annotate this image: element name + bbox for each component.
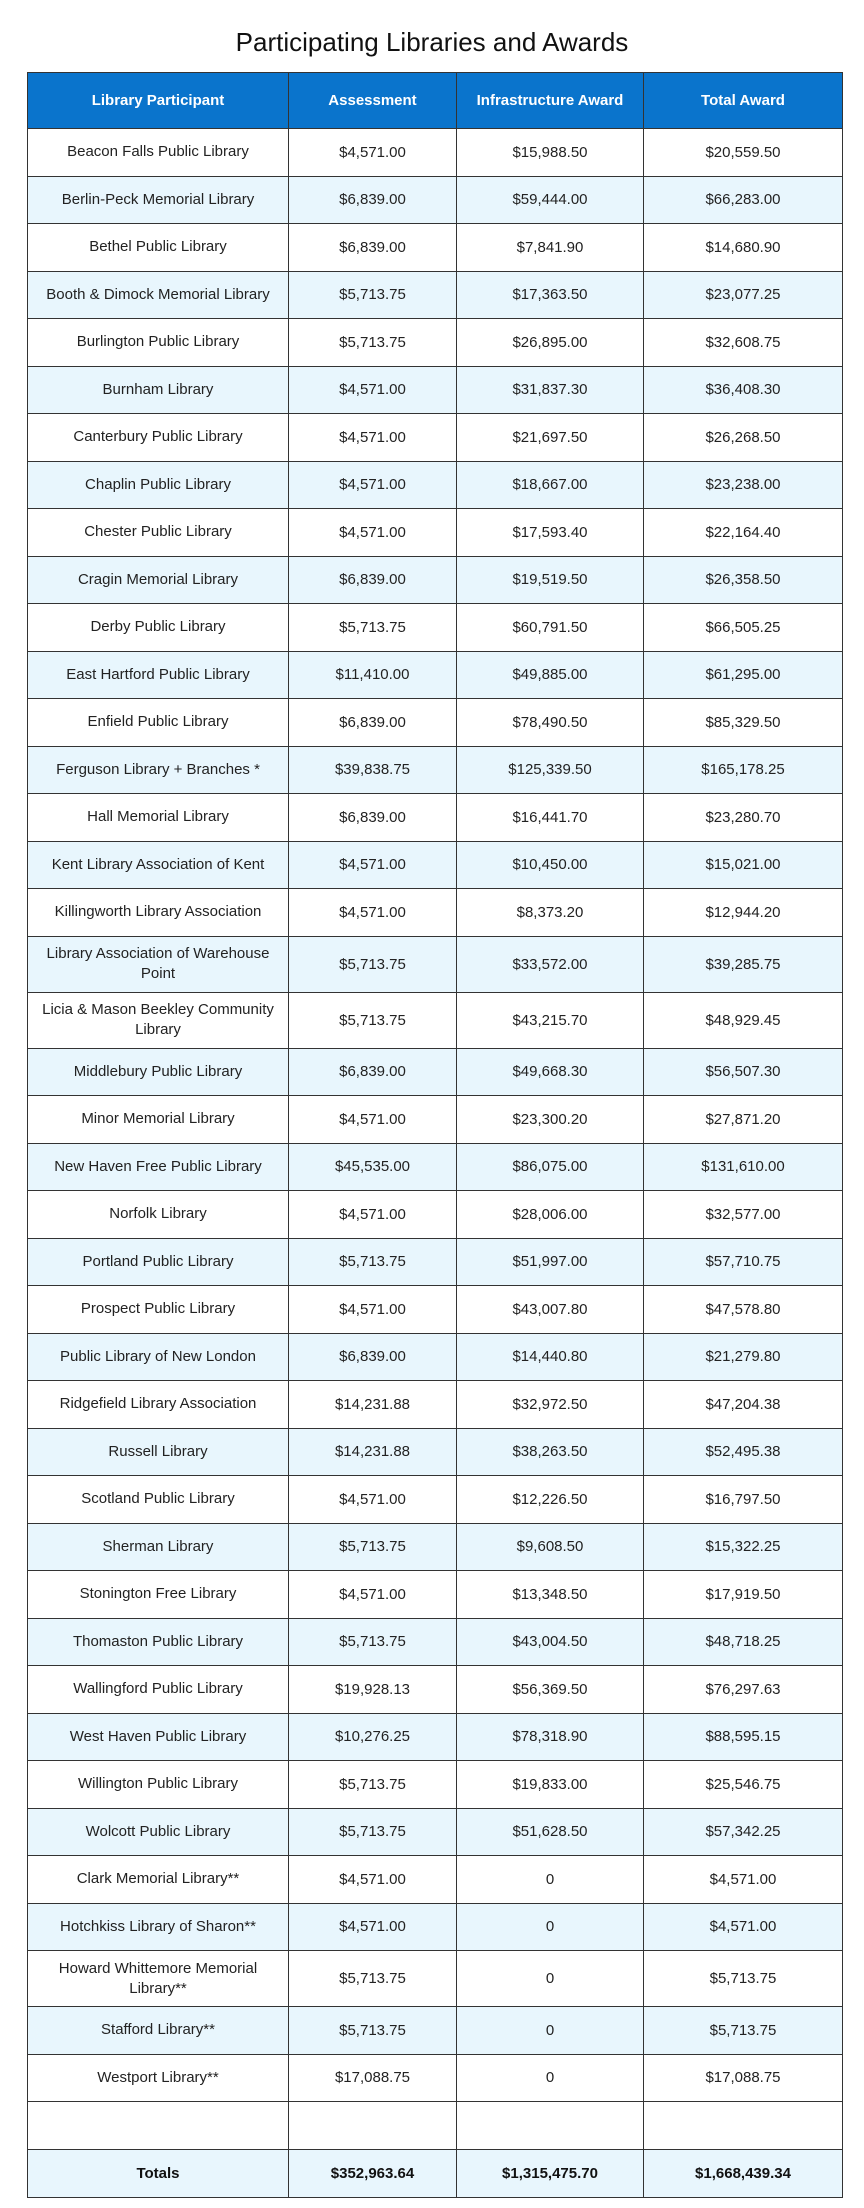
cell-assessment: $39,838.75 (289, 746, 457, 794)
cell-assessment: $5,713.75 (289, 271, 457, 319)
cell-total-award: $66,505.25 (644, 604, 843, 652)
table-row (28, 1238, 843, 1286)
cell-infrastructure-award: $56,369.50 (457, 1666, 644, 1714)
table-row (28, 1856, 843, 1904)
cell-total-award: $22,164.40 (644, 509, 843, 557)
cell-total-award: $52,495.38 (644, 1428, 843, 1476)
cell-library-participant: Beacon Falls Public Library (28, 129, 289, 177)
table-row (28, 366, 843, 414)
cell-total-award: $23,077.25 (644, 271, 843, 319)
cell-infrastructure-award: $125,339.50 (457, 746, 644, 794)
blank-cell (457, 2102, 644, 2150)
cell-infrastructure-award: $12,226.50 (457, 1476, 644, 1524)
cell-infrastructure-award: $21,697.50 (457, 414, 644, 462)
cell-assessment: $4,571.00 (289, 414, 457, 462)
cell-library-participant: Scotland Public Library (28, 1476, 289, 1524)
cell-assessment: $19,928.13 (289, 1666, 457, 1714)
table-row (28, 319, 843, 367)
table-row (28, 1143, 843, 1191)
cell-assessment: $5,713.75 (289, 1808, 457, 1856)
cell-total-award: $25,546.75 (644, 1761, 843, 1809)
table-row (28, 1523, 843, 1571)
cell-total-award: $48,929.45 (644, 992, 843, 1048)
cell-total-award: $47,204.38 (644, 1381, 843, 1429)
cell-assessment: $6,839.00 (289, 556, 457, 604)
cell-total-award: $26,268.50 (644, 414, 843, 462)
cell-assessment: $6,839.00 (289, 224, 457, 272)
cell-infrastructure-award: $38,263.50 (457, 1428, 644, 1476)
cell-assessment: $17,088.75 (289, 2054, 457, 2102)
cell-library-participant: Kent Library Association of Kent (28, 841, 289, 889)
table-row (28, 556, 843, 604)
cell-library-participant: Library Association of Warehouse Point (28, 936, 289, 992)
table-row (28, 1761, 843, 1809)
cell-assessment: $5,713.75 (289, 604, 457, 652)
table-row (28, 1333, 843, 1381)
cell-library-participant: Chaplin Public Library (28, 461, 289, 509)
table-row (28, 746, 843, 794)
table-row (28, 604, 843, 652)
table-row (28, 1903, 843, 1951)
totals-infrastructure-award: $1,315,475.70 (457, 2149, 644, 2197)
cell-library-participant: Ferguson Library + Branches * (28, 746, 289, 794)
cell-total-award: $47,578.80 (644, 1286, 843, 1334)
cell-total-award: $66,283.00 (644, 176, 843, 224)
cell-library-participant: Enfield Public Library (28, 699, 289, 747)
cell-infrastructure-award: $49,885.00 (457, 651, 644, 699)
cell-total-award: $165,178.25 (644, 746, 843, 794)
table-row (28, 936, 843, 992)
cell-library-participant: Hall Memorial Library (28, 794, 289, 842)
cell-infrastructure-award: $78,318.90 (457, 1713, 644, 1761)
table-body (28, 129, 843, 2150)
cell-infrastructure-award: $78,490.50 (457, 699, 644, 747)
cell-infrastructure-award: $23,300.20 (457, 1096, 644, 1144)
cell-total-award: $88,595.15 (644, 1713, 843, 1761)
cell-total-award: $36,408.30 (644, 366, 843, 414)
cell-infrastructure-award: $19,519.50 (457, 556, 644, 604)
cell-assessment: $4,571.00 (289, 366, 457, 414)
cell-total-award: $27,871.20 (644, 1096, 843, 1144)
cell-assessment: $4,571.00 (289, 1096, 457, 1144)
totals-assessment: $352,963.64 (289, 2149, 457, 2197)
cell-infrastructure-award: $43,004.50 (457, 1618, 644, 1666)
table-row (28, 1428, 843, 1476)
cell-assessment: $5,713.75 (289, 1761, 457, 1809)
cell-infrastructure-award: $59,444.00 (457, 176, 644, 224)
cell-library-participant: Stafford Library** (28, 2007, 289, 2055)
table-row (28, 414, 843, 462)
table-row (28, 2054, 843, 2102)
table-row (28, 2007, 843, 2055)
cell-library-participant: Westport Library** (28, 2054, 289, 2102)
cell-total-award: $39,285.75 (644, 936, 843, 992)
cell-assessment: $4,571.00 (289, 1571, 457, 1619)
cell-assessment: $6,839.00 (289, 794, 457, 842)
cell-library-participant: Wolcott Public Library (28, 1808, 289, 1856)
cell-total-award: $32,577.00 (644, 1191, 843, 1239)
cell-infrastructure-award: $9,608.50 (457, 1523, 644, 1571)
cell-infrastructure-award: $7,841.90 (457, 224, 644, 272)
cell-library-participant: Booth & Dimock Memorial Library (28, 271, 289, 319)
table-footer (28, 2149, 843, 2197)
cell-total-award: $21,279.80 (644, 1333, 843, 1381)
cell-infrastructure-award: 0 (457, 1856, 644, 1904)
cell-infrastructure-award: $14,440.80 (457, 1333, 644, 1381)
totals-label: Totals (28, 2149, 289, 2197)
cell-library-participant: Stonington Free Library (28, 1571, 289, 1619)
cell-total-award: $26,358.50 (644, 556, 843, 604)
cell-assessment: $5,713.75 (289, 1238, 457, 1286)
cell-assessment: $4,571.00 (289, 509, 457, 557)
cell-infrastructure-award: $8,373.20 (457, 889, 644, 937)
cell-total-award: $57,710.75 (644, 1238, 843, 1286)
header-row (28, 73, 843, 129)
cell-library-participant: Thomaston Public Library (28, 1618, 289, 1666)
cell-total-award: $14,680.90 (644, 224, 843, 272)
cell-infrastructure-award: $86,075.00 (457, 1143, 644, 1191)
table-row (28, 1808, 843, 1856)
cell-library-participant: Norfolk Library (28, 1191, 289, 1239)
cell-infrastructure-award: $15,988.50 (457, 129, 644, 177)
table-row (28, 271, 843, 319)
cell-total-award: $4,571.00 (644, 1856, 843, 1904)
cell-total-award: $20,559.50 (644, 129, 843, 177)
cell-total-award: $23,280.70 (644, 794, 843, 842)
cell-library-participant: Derby Public Library (28, 604, 289, 652)
cell-library-participant: New Haven Free Public Library (28, 1143, 289, 1191)
cell-assessment: $5,713.75 (289, 992, 457, 1048)
cell-infrastructure-award: 0 (457, 2007, 644, 2055)
cell-infrastructure-award: $33,572.00 (457, 936, 644, 992)
cell-library-participant: Sherman Library (28, 1523, 289, 1571)
header-infrastructure-award: Infrastructure Award (457, 73, 644, 129)
cell-infrastructure-award: $10,450.00 (457, 841, 644, 889)
table-row (28, 1191, 843, 1239)
cell-library-participant: East Hartford Public Library (28, 651, 289, 699)
cell-library-participant: Public Library of New London (28, 1333, 289, 1381)
cell-total-award: $17,088.75 (644, 2054, 843, 2102)
table-row (28, 1048, 843, 1096)
cell-assessment: $6,839.00 (289, 176, 457, 224)
cell-infrastructure-award: $49,668.30 (457, 1048, 644, 1096)
cell-library-participant: Burnham Library (28, 366, 289, 414)
cell-library-participant: Minor Memorial Library (28, 1096, 289, 1144)
cell-assessment: $5,713.75 (289, 319, 457, 367)
cell-assessment: $10,276.25 (289, 1713, 457, 1761)
cell-assessment: $4,571.00 (289, 1903, 457, 1951)
cell-infrastructure-award: $51,997.00 (457, 1238, 644, 1286)
cell-total-award: $17,919.50 (644, 1571, 843, 1619)
cell-infrastructure-award: 0 (457, 2054, 644, 2102)
cell-total-award: $61,295.00 (644, 651, 843, 699)
table-row (28, 509, 843, 557)
table-row (28, 699, 843, 747)
cell-total-award: $56,507.30 (644, 1048, 843, 1096)
cell-assessment: $4,571.00 (289, 1191, 457, 1239)
cell-infrastructure-award: $51,628.50 (457, 1808, 644, 1856)
header-total-award: Total Award (644, 73, 843, 129)
cell-total-award: $57,342.25 (644, 1808, 843, 1856)
cell-assessment: $11,410.00 (289, 651, 457, 699)
cell-infrastructure-award: $43,007.80 (457, 1286, 644, 1334)
header-assessment: Assessment (289, 73, 457, 129)
blank-cell (289, 2102, 457, 2150)
awards-table (27, 72, 843, 2198)
header-library-participant: Library Participant (28, 73, 289, 129)
totals-total-award: $1,668,439.34 (644, 2149, 843, 2197)
cell-library-participant: Canterbury Public Library (28, 414, 289, 462)
cell-assessment: $14,231.88 (289, 1381, 457, 1429)
cell-assessment: $5,713.75 (289, 1951, 457, 2007)
table-row (28, 1096, 843, 1144)
cell-library-participant: Portland Public Library (28, 1238, 289, 1286)
cell-library-participant: West Haven Public Library (28, 1713, 289, 1761)
cell-infrastructure-award: $18,667.00 (457, 461, 644, 509)
table-row (28, 1713, 843, 1761)
cell-infrastructure-award: $28,006.00 (457, 1191, 644, 1239)
cell-infrastructure-award: $13,348.50 (457, 1571, 644, 1619)
cell-total-award: $32,608.75 (644, 319, 843, 367)
cell-library-participant: Cragin Memorial Library (28, 556, 289, 604)
table-row (28, 1666, 843, 1714)
cell-total-award: $76,297.63 (644, 1666, 843, 1714)
cell-library-participant: Chester Public Library (28, 509, 289, 557)
cell-library-participant: Killingworth Library Association (28, 889, 289, 937)
cell-assessment: $6,839.00 (289, 699, 457, 747)
cell-assessment: $14,231.88 (289, 1428, 457, 1476)
table-row (28, 1476, 843, 1524)
cell-total-award: $5,713.75 (644, 1951, 843, 2007)
cell-assessment: $6,839.00 (289, 1333, 457, 1381)
blank-cell (28, 2102, 289, 2150)
cell-total-award: $85,329.50 (644, 699, 843, 747)
cell-assessment: $4,571.00 (289, 1286, 457, 1334)
cell-assessment: $45,535.00 (289, 1143, 457, 1191)
table-row (28, 651, 843, 699)
table-row (28, 889, 843, 937)
table-row (28, 992, 843, 1048)
cell-total-award: $15,021.00 (644, 841, 843, 889)
cell-assessment: $5,713.75 (289, 936, 457, 992)
cell-assessment: $4,571.00 (289, 129, 457, 177)
cell-total-award: $23,238.00 (644, 461, 843, 509)
cell-library-participant: Prospect Public Library (28, 1286, 289, 1334)
cell-total-award: $48,718.25 (644, 1618, 843, 1666)
cell-total-award: $16,797.50 (644, 1476, 843, 1524)
table-row (28, 1618, 843, 1666)
cell-infrastructure-award: $26,895.00 (457, 319, 644, 367)
cell-assessment: $5,713.75 (289, 2007, 457, 2055)
table-row (28, 1951, 843, 2007)
cell-total-award: $131,610.00 (644, 1143, 843, 1191)
table-header (28, 73, 843, 129)
cell-assessment: $4,571.00 (289, 461, 457, 509)
table-row (28, 176, 843, 224)
cell-infrastructure-award: $19,833.00 (457, 1761, 644, 1809)
cell-infrastructure-award: $60,791.50 (457, 604, 644, 652)
cell-infrastructure-award: $32,972.50 (457, 1381, 644, 1429)
cell-library-participant: Russell Library (28, 1428, 289, 1476)
table-row (28, 129, 843, 177)
cell-infrastructure-award: 0 (457, 1951, 644, 2007)
cell-assessment: $4,571.00 (289, 841, 457, 889)
cell-total-award: $12,944.20 (644, 889, 843, 937)
table-row (28, 1286, 843, 1334)
cell-library-participant: Ridgefield Library Association (28, 1381, 289, 1429)
cell-library-participant: Middlebury Public Library (28, 1048, 289, 1096)
cell-infrastructure-award: $43,215.70 (457, 992, 644, 1048)
cell-library-participant: Willington Public Library (28, 1761, 289, 1809)
cell-infrastructure-award: $17,363.50 (457, 271, 644, 319)
table-row (28, 224, 843, 272)
cell-library-participant: Clark Memorial Library** (28, 1856, 289, 1904)
table-row (28, 841, 843, 889)
cell-library-participant: Wallingford Public Library (28, 1666, 289, 1714)
cell-assessment: $5,713.75 (289, 1523, 457, 1571)
table-row (28, 461, 843, 509)
blank-cell (644, 2102, 843, 2150)
cell-library-participant: Hotchkiss Library of Sharon** (28, 1903, 289, 1951)
cell-total-award: $4,571.00 (644, 1903, 843, 1951)
cell-total-award: $15,322.25 (644, 1523, 843, 1571)
totals-row (28, 2149, 843, 2197)
cell-infrastructure-award: $31,837.30 (457, 366, 644, 414)
cell-infrastructure-award: $17,593.40 (457, 509, 644, 557)
cell-total-award: $5,713.75 (644, 2007, 843, 2055)
page-title: Participating Libraries and Awards (235, 27, 629, 57)
cell-assessment: $6,839.00 (289, 1048, 457, 1096)
cell-assessment: $5,713.75 (289, 1618, 457, 1666)
cell-library-participant: Licia & Mason Beekley Community Library (28, 992, 289, 1048)
cell-library-participant: Berlin-Peck Memorial Library (28, 176, 289, 224)
cell-assessment: $4,571.00 (289, 1856, 457, 1904)
cell-library-participant: Burlington Public Library (28, 319, 289, 367)
cell-assessment: $4,571.00 (289, 889, 457, 937)
blank-row (28, 2102, 843, 2150)
table-row (28, 794, 843, 842)
table-row (28, 1381, 843, 1429)
cell-infrastructure-award: $16,441.70 (457, 794, 644, 842)
cell-infrastructure-award: 0 (457, 1903, 644, 1951)
cell-library-participant: Bethel Public Library (28, 224, 289, 272)
cell-assessment: $4,571.00 (289, 1476, 457, 1524)
table-row (28, 1571, 843, 1619)
cell-library-participant: Howard Whittemore Memorial Library** (28, 1951, 289, 2007)
